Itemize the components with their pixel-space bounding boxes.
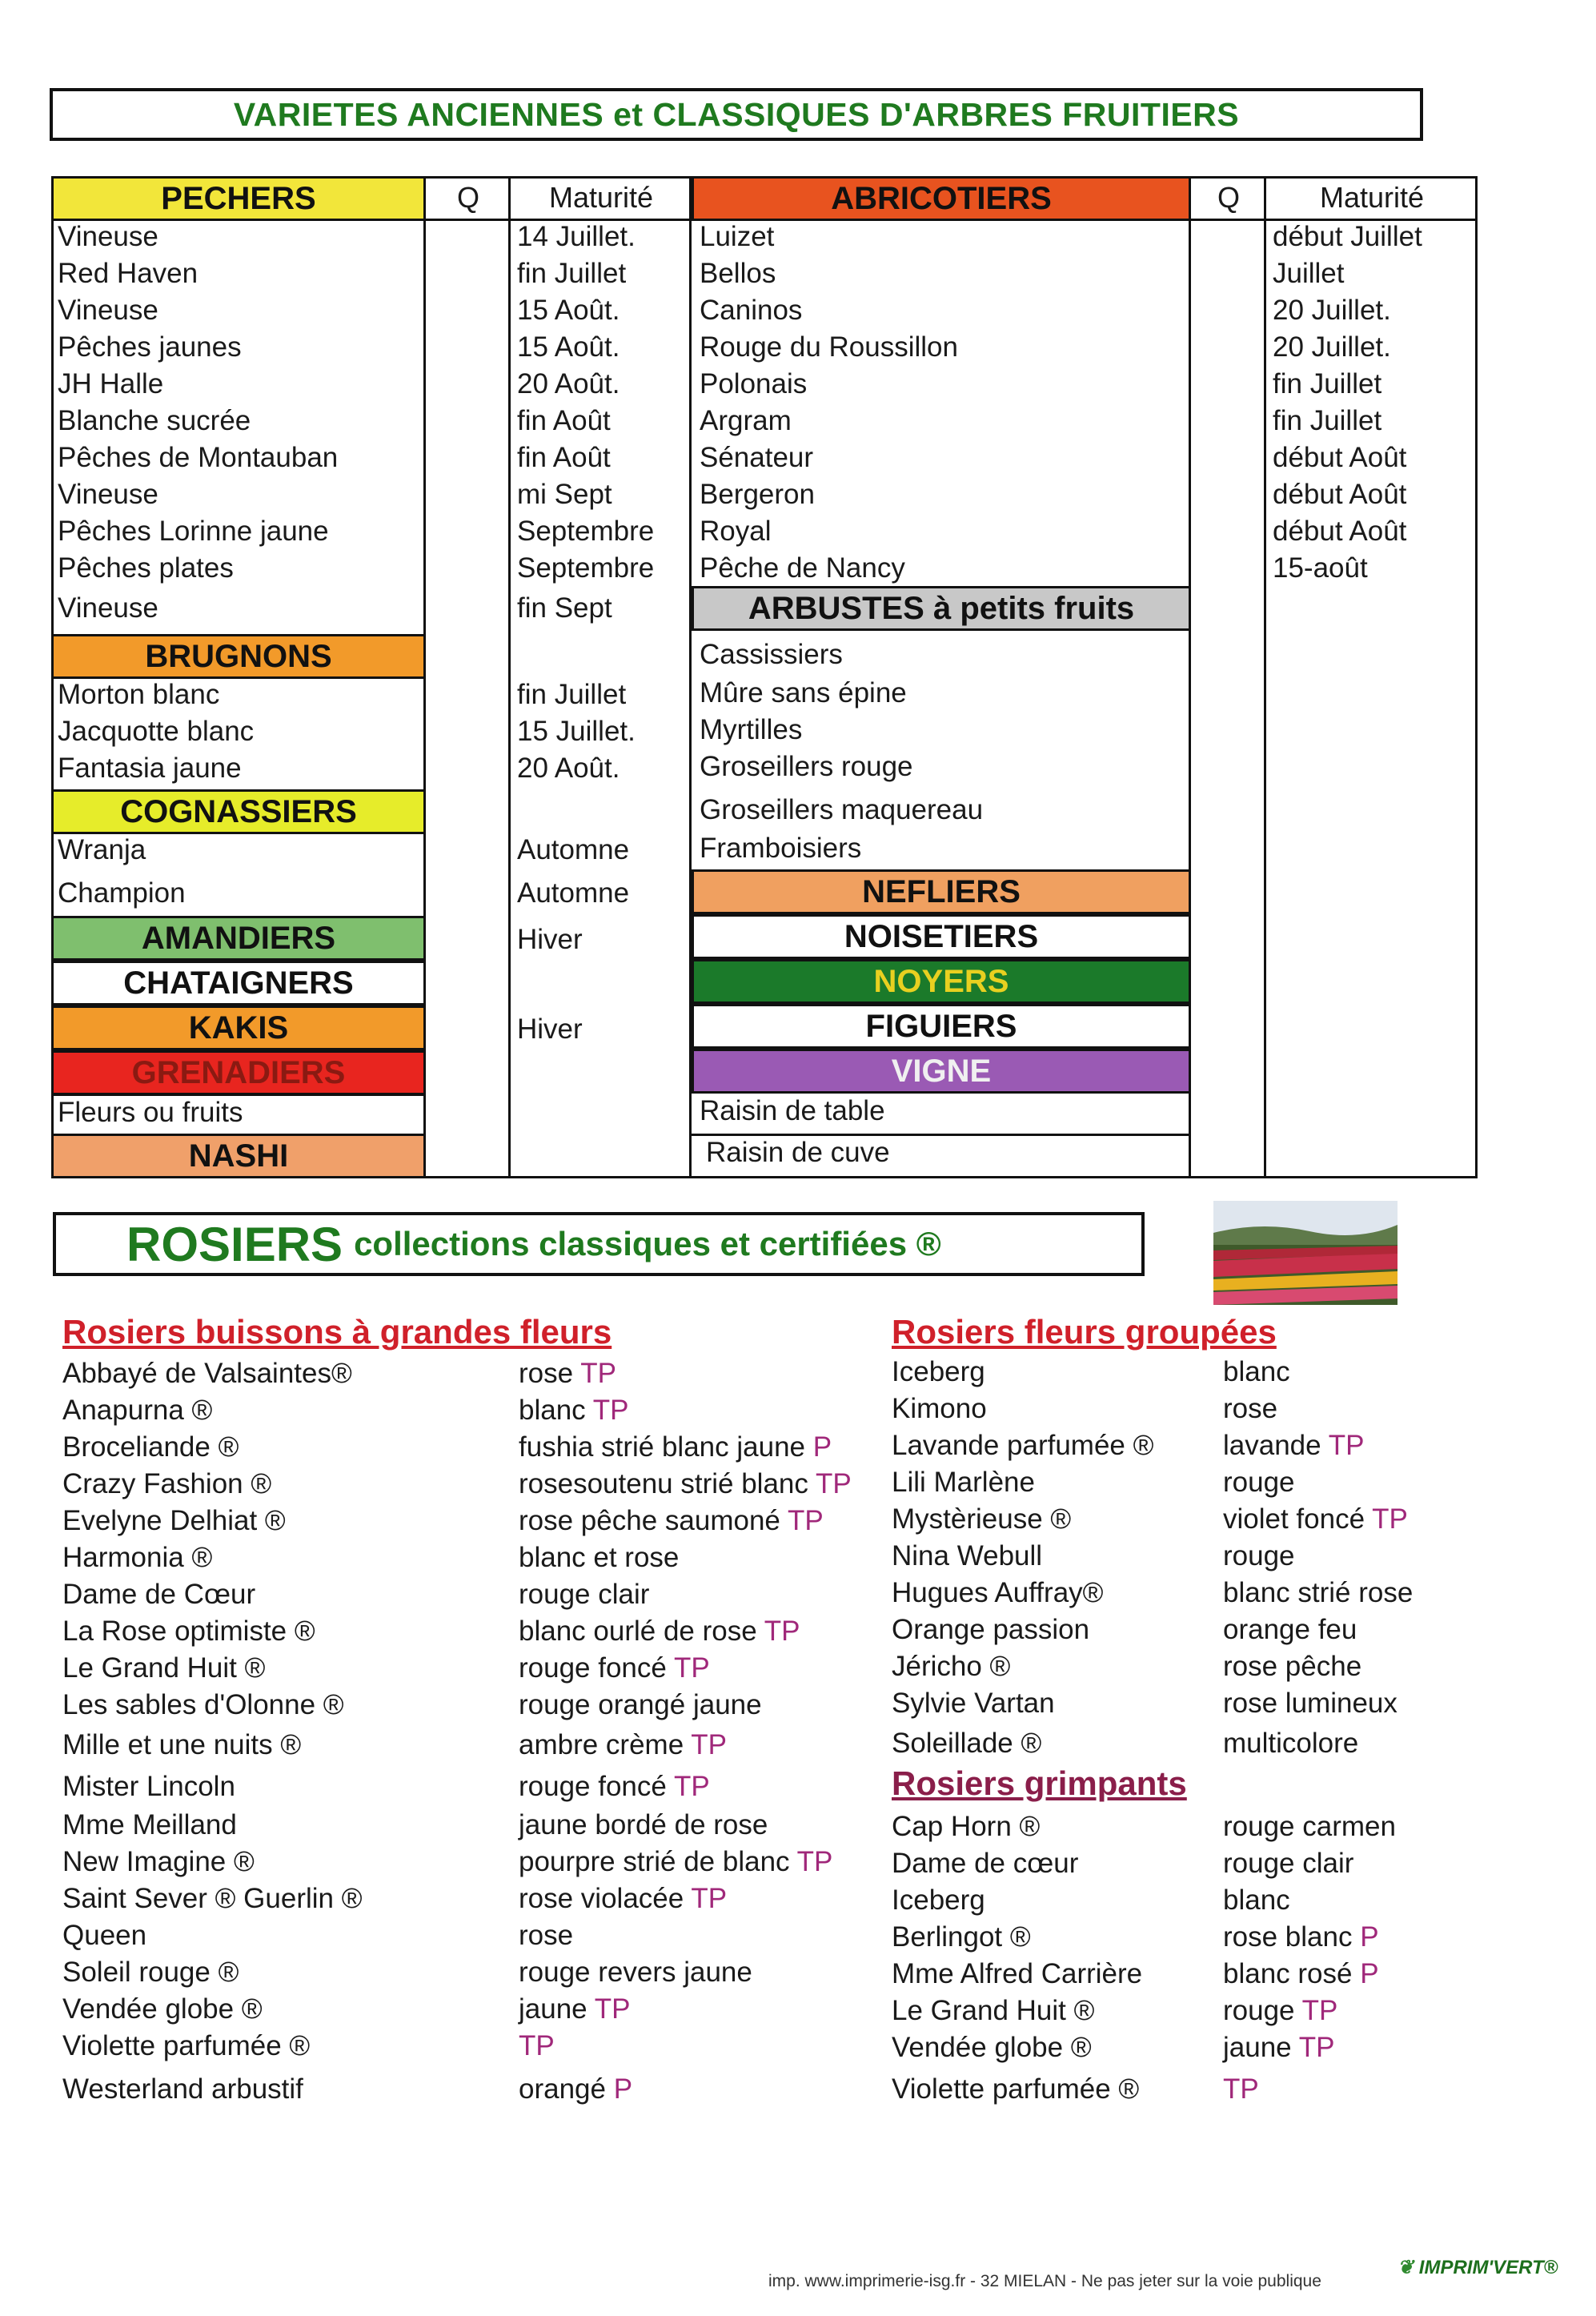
abricotier-maturite: fin Juillet bbox=[1273, 405, 1382, 436]
rosier-name: Evelyne Delhiat ® bbox=[62, 1505, 286, 1536]
rosier-code: TP bbox=[592, 1395, 629, 1426]
page-title: VARIETES ANCIENNES et CLASSIQUES D'ARBRES FRUITIERS bbox=[50, 88, 1423, 141]
rosier-color: multicolore bbox=[1223, 1728, 1359, 1759]
arbuste-name: Cassissiers bbox=[700, 639, 843, 670]
rosier-description bbox=[1223, 1811, 1396, 1843]
rosier-description bbox=[519, 1358, 616, 1390]
rosier-code: TP bbox=[1328, 1430, 1365, 1461]
rosier-description bbox=[1223, 1503, 1408, 1535]
abricotier-maturite: fin Juillet bbox=[1273, 368, 1382, 399]
rosier-description bbox=[519, 1616, 800, 1648]
chataigners-header: CHATAIGNERS bbox=[51, 961, 426, 1005]
rosier-name: Sylvie Vartan bbox=[892, 1688, 1055, 1719]
pecher-maturite: fin Août bbox=[517, 405, 611, 436]
abricotier-name: Sénateur bbox=[700, 442, 814, 473]
rosier-name: Saint Sever ® Guerlin ® bbox=[62, 1883, 363, 1914]
imprim-vert-logo: ❦ IMPRIM'VERT® bbox=[1398, 2257, 1558, 2278]
rosier-code: P bbox=[812, 1431, 832, 1463]
rosier-name: Mme Meilland bbox=[62, 1809, 237, 1840]
rosier-name: Mme Alfred Carrière bbox=[892, 1958, 1143, 1989]
brugnon-name: Jacquotte blanc bbox=[58, 716, 255, 747]
noyers-header: NOYERS bbox=[692, 959, 1191, 1004]
pecher-name: Vineuse bbox=[58, 295, 158, 326]
rosier-code: TP bbox=[594, 1993, 631, 2025]
rosier-color: rouge foncé bbox=[519, 1771, 674, 1802]
rosier-color: jaune bbox=[519, 1993, 595, 2025]
vigne-header: VIGNE bbox=[692, 1049, 1191, 1094]
rosier-name: Broceliande ® bbox=[62, 1431, 239, 1463]
rosier-color: jaune bbox=[1223, 2032, 1299, 2063]
rosier-name: Les sables d'Olonne ® bbox=[62, 1689, 344, 1720]
rosier-code: TP bbox=[519, 2030, 555, 2061]
rosier-name: Westerland arbustif bbox=[62, 2073, 303, 2105]
cognassier-name: Wranja bbox=[58, 834, 146, 865]
buissons-title: Rosiers buissons à grandes fleurs bbox=[62, 1313, 612, 1351]
grenadiers-header: GRENADIERS bbox=[51, 1050, 426, 1095]
nashi-header: NASHI bbox=[51, 1134, 426, 1178]
rosier-description bbox=[1223, 1921, 1379, 1953]
rosier-name: Mystèrieuse ® bbox=[892, 1503, 1072, 1535]
cognassier-maturite: Automne bbox=[517, 834, 630, 865]
rosier-description bbox=[519, 1883, 727, 1915]
pecher-maturite: 20 Août. bbox=[517, 368, 620, 399]
rosier-name: Harmonia ® bbox=[62, 1542, 213, 1573]
abricotier-name: Luizet bbox=[700, 221, 775, 252]
rose-field-photo bbox=[1213, 1201, 1398, 1305]
rosier-color: blanc rosé bbox=[1223, 1958, 1361, 1989]
rosier-name: Orange passion bbox=[892, 1614, 1090, 1645]
abricotier-name: Pêche de Nancy bbox=[700, 552, 905, 584]
rosier-code: TP bbox=[580, 1358, 616, 1389]
rosier-description bbox=[519, 1771, 710, 1803]
rosier-name: Berlingot ® bbox=[892, 1921, 1031, 1953]
rosier-color: orangé bbox=[519, 2073, 614, 2105]
abricotier-name: Bergeron bbox=[700, 479, 815, 510]
pecher-name: Pêches de Montauban bbox=[58, 442, 339, 473]
rosier-description bbox=[1223, 1467, 1295, 1499]
noisetiers-header: NOISETIERS bbox=[692, 914, 1191, 959]
figuiers-header: FIGUIERS bbox=[692, 1004, 1191, 1049]
pecher-maturite: 15 Août. bbox=[517, 331, 620, 363]
abricotier-maturite: début Août bbox=[1273, 442, 1407, 473]
rosier-color: blanc bbox=[1223, 1885, 1290, 1916]
rosier-code: TP bbox=[673, 1771, 710, 1802]
rosier-code: TP bbox=[691, 1883, 728, 1914]
rosier-color: blanc strié rose bbox=[1223, 1577, 1414, 1608]
rosier-code: TP bbox=[815, 1468, 852, 1499]
rosier-description bbox=[1223, 1393, 1277, 1425]
rosier-color: ambre crème bbox=[519, 1729, 692, 1760]
rosier-color: rouge bbox=[1223, 1540, 1295, 1571]
vigne-line bbox=[692, 1134, 1191, 1136]
arbuste-name: Mûre sans épine bbox=[700, 677, 907, 708]
pecher-name: Red Haven bbox=[58, 258, 198, 289]
rosier-color: rose bbox=[519, 1358, 581, 1389]
rosier-name: New Imagine ® bbox=[62, 1846, 255, 1877]
rosier-color: pourpre strié de blanc bbox=[519, 1846, 797, 1877]
brugnon-name: Fantasia jaune bbox=[58, 753, 242, 784]
rosier-name: Le Grand Huit ® bbox=[892, 1995, 1095, 2026]
brugnons-header: BRUGNONS bbox=[51, 634, 426, 679]
cognassier-maturite: Automne bbox=[517, 877, 630, 909]
rosier-name: Violette parfumée ® bbox=[62, 2030, 311, 2061]
rosier-description bbox=[1223, 1356, 1290, 1388]
rosier-description bbox=[1223, 1651, 1361, 1683]
rosier-code: TP bbox=[1298, 2032, 1335, 2063]
rosier-description bbox=[519, 1957, 752, 1989]
rosier-description bbox=[519, 1431, 832, 1463]
rosier-color: blanc et rose bbox=[519, 1542, 680, 1573]
pechers-header: PECHERS bbox=[51, 176, 426, 221]
abricotier-name: Caninos bbox=[700, 295, 803, 326]
rosier-color: lavande bbox=[1223, 1430, 1329, 1461]
abricotier-maturite: Juillet bbox=[1273, 258, 1345, 289]
rosier-color: violet foncé bbox=[1223, 1503, 1373, 1535]
rosier-name: Anapurna ® bbox=[62, 1395, 213, 1426]
rosier-color: blanc bbox=[1223, 1356, 1290, 1387]
rosier-description bbox=[1223, 1614, 1357, 1646]
rosier-name: Abbayé de Valsaintes® bbox=[62, 1358, 352, 1389]
rosier-name: Dame de cœur bbox=[892, 1848, 1079, 1879]
rosier-name: Soleillade ® bbox=[892, 1728, 1042, 1759]
rosier-name: Iceberg bbox=[892, 1885, 985, 1916]
rosier-name: La Rose optimiste ® bbox=[62, 1616, 315, 1647]
rosier-description bbox=[519, 1729, 727, 1761]
brugnon-maturite: 15 Juillet. bbox=[517, 716, 636, 747]
rosier-color: orange feu bbox=[1223, 1614, 1357, 1645]
rosier-description bbox=[519, 1468, 852, 1500]
nefliers-header: NEFLIERS bbox=[692, 869, 1191, 914]
rosier-color: rose violacée bbox=[519, 1883, 692, 1914]
pecher-name: Blanche sucrée bbox=[58, 405, 251, 436]
abricotier-name: Bellos bbox=[700, 258, 776, 289]
abricotiers-header: ABRICOTIERS bbox=[692, 176, 1191, 221]
pecher-maturite: 15 Août. bbox=[517, 295, 620, 326]
rosier-color: blanc bbox=[519, 1395, 593, 1426]
rosier-description bbox=[1223, 1577, 1413, 1609]
pecher-maturite: fin Août bbox=[517, 442, 611, 473]
rosier-color: rouge foncé bbox=[519, 1652, 674, 1684]
rosier-description bbox=[1223, 1728, 1358, 1760]
rosier-color: rose bbox=[1223, 1393, 1278, 1424]
rosier-name: Crazy Fashion ® bbox=[62, 1468, 272, 1499]
pecher-maturite: fin Sept bbox=[517, 592, 612, 624]
pecher-maturite: Septembre bbox=[517, 516, 655, 547]
rosier-code: TP bbox=[691, 1729, 727, 1760]
rosier-description bbox=[519, 1920, 573, 1952]
rosier-description bbox=[1223, 2073, 1259, 2105]
rosier-name: Queen bbox=[62, 1920, 147, 1951]
rosier-description bbox=[519, 1579, 649, 1611]
rosier-name: Lili Marlène bbox=[892, 1467, 1035, 1498]
maturite-header: Maturité bbox=[511, 176, 692, 221]
rosier-description bbox=[519, 1809, 768, 1841]
rosier-name: Iceberg bbox=[892, 1356, 985, 1387]
rosier-color: rouge carmen bbox=[1223, 1811, 1396, 1842]
rosier-color: fushia strié blanc jaune bbox=[519, 1431, 813, 1463]
rosier-code: TP bbox=[673, 1652, 710, 1684]
grenadier-line bbox=[51, 1094, 426, 1096]
rosier-name: Hugues Auffray® bbox=[892, 1577, 1104, 1608]
rosier-name: Violette parfumée ® bbox=[892, 2073, 1140, 2105]
rosier-color: rosesoutenu strié blanc bbox=[519, 1468, 816, 1499]
rosier-color: jaune bordé de rose bbox=[519, 1809, 768, 1840]
abricotier-maturite: 15-août bbox=[1273, 552, 1368, 584]
rosier-description bbox=[1223, 1430, 1364, 1462]
rosier-code: TP bbox=[787, 1505, 824, 1536]
pecher-name: Pêches Lorinne jaune bbox=[58, 516, 329, 547]
rosier-color: rouge orangé jaune bbox=[519, 1689, 762, 1720]
rosier-code: P bbox=[1360, 1958, 1379, 1989]
abricotier-maturite: 20 Juillet. bbox=[1273, 331, 1391, 363]
rosier-name: Nina Webull bbox=[892, 1540, 1043, 1571]
arbuste-name: Framboisiers bbox=[700, 833, 862, 864]
arbuste-name: Groseillers rouge bbox=[700, 751, 913, 782]
kakis-header: KAKIS bbox=[51, 1005, 426, 1050]
rosier-description bbox=[519, 2073, 632, 2105]
groupees-title: Rosiers fleurs groupées bbox=[892, 1313, 1277, 1351]
pecher-name: Vineuse bbox=[58, 221, 158, 252]
amandier-maturite: Hiver bbox=[517, 924, 583, 955]
rosier-description bbox=[1223, 2032, 1334, 2064]
cognassier-name: Champion bbox=[58, 877, 186, 909]
pecher-name: Pêches jaunes bbox=[58, 331, 242, 363]
rosier-description bbox=[519, 1395, 629, 1427]
rosier-code: P bbox=[1360, 1921, 1379, 1953]
rosier-color: rouge bbox=[1223, 1467, 1295, 1498]
grenadier-row: Fleurs ou fruits bbox=[58, 1097, 243, 1128]
abricotier-name: Argram bbox=[700, 405, 792, 436]
abricotier-name: Rouge du Roussillon bbox=[700, 331, 958, 363]
rosier-color: rose pêche saumoné bbox=[519, 1505, 788, 1536]
rosier-description bbox=[1223, 1885, 1290, 1917]
rosier-color: rose blanc bbox=[1223, 1921, 1361, 1953]
footer-text: imp. www.imprimerie-isg.fr - 32 MIELAN - Ne pas jeter sur la voie publique bbox=[768, 2272, 1321, 2290]
rosier-color: rose bbox=[519, 1920, 574, 1951]
pecher-maturite: mi Sept bbox=[517, 479, 612, 510]
arbuste-name: Myrtilles bbox=[700, 714, 803, 745]
rosier-description bbox=[519, 1689, 762, 1721]
rosier-code: TP bbox=[1223, 2073, 1259, 2105]
brugnon-maturite: fin Juillet bbox=[517, 679, 627, 710]
rosier-color: rouge clair bbox=[1223, 1848, 1354, 1879]
vigne-row: Raisin de cuve bbox=[706, 1137, 890, 1168]
pecher-name: JH Halle bbox=[58, 368, 164, 399]
amandiers-header: AMANDIERS bbox=[51, 916, 426, 961]
rosier-description bbox=[1223, 1958, 1379, 1990]
rosier-description bbox=[519, 1652, 710, 1684]
rosier-color: rose pêche bbox=[1223, 1651, 1362, 1682]
rosier-name: Vendée globe ® bbox=[62, 1993, 263, 2025]
rosier-description bbox=[519, 1846, 832, 1878]
rosier-color: blanc ourlé de rose bbox=[519, 1616, 764, 1647]
vigne-row: Raisin de table bbox=[700, 1095, 885, 1126]
rosier-description bbox=[1223, 1540, 1295, 1572]
pecher-name: Vineuse bbox=[58, 592, 158, 624]
rosier-description bbox=[519, 1993, 630, 2025]
rosier-code: TP bbox=[796, 1846, 833, 1877]
leaf-icon: ❦ bbox=[1398, 2257, 1414, 2278]
rosier-name: Kimono bbox=[892, 1393, 987, 1424]
abricotier-maturite: début Août bbox=[1273, 479, 1407, 510]
rosier-name: Cap Horn ® bbox=[892, 1811, 1041, 1842]
rosier-description bbox=[519, 1505, 824, 1537]
q-header: Q bbox=[426, 176, 511, 221]
brugnon-name: Morton blanc bbox=[58, 679, 220, 710]
grimpants-title: Rosiers grimpants bbox=[892, 1764, 1187, 1802]
rosier-color: rouge revers jaune bbox=[519, 1957, 752, 1988]
rosier-name: Vendée globe ® bbox=[892, 2032, 1092, 2063]
pecher-name: Pêches plates bbox=[58, 552, 234, 584]
fruit-table bbox=[51, 176, 1425, 1178]
pecher-maturite: Septembre bbox=[517, 552, 655, 584]
rosier-code: TP bbox=[764, 1616, 800, 1647]
rosier-code: P bbox=[613, 2073, 633, 2105]
abricotier-name: Royal bbox=[700, 516, 772, 547]
q-header-2: Q bbox=[1191, 176, 1266, 221]
pecher-maturite: fin Juillet bbox=[517, 258, 627, 289]
rosier-name: Mille et une nuits ® bbox=[62, 1729, 302, 1760]
rosier-description bbox=[519, 2030, 555, 2062]
abricotier-maturite: début Juillet bbox=[1273, 221, 1422, 252]
rosier-name: Soleil rouge ® bbox=[62, 1957, 239, 1988]
rosiers-heading: ROSIERS collections classiques et certifiées ® bbox=[53, 1212, 1145, 1276]
rosier-name: Dame de Cœur bbox=[62, 1579, 256, 1610]
brugnon-maturite: 20 Août. bbox=[517, 753, 620, 784]
rosier-name: Jéricho ® bbox=[892, 1651, 1011, 1682]
rosier-description bbox=[1223, 1688, 1398, 1720]
rosier-code: TP bbox=[1301, 1995, 1338, 2026]
rosier-code: TP bbox=[1372, 1503, 1408, 1535]
abricotier-name: Polonais bbox=[700, 368, 808, 399]
abricotier-maturite: 20 Juillet. bbox=[1273, 295, 1391, 326]
arbustes-header: ARBUSTES à petits fruits bbox=[692, 586, 1191, 631]
kaki-maturite: Hiver bbox=[517, 1014, 583, 1045]
rosier-name: Le Grand Huit ® bbox=[62, 1652, 266, 1684]
cognassiers-header: COGNASSIERS bbox=[51, 789, 426, 834]
rosier-color: rose lumineux bbox=[1223, 1688, 1398, 1719]
rosier-color: rouge bbox=[1223, 1995, 1302, 2026]
abricotier-maturite: début Août bbox=[1273, 516, 1407, 547]
rosier-description bbox=[1223, 1848, 1353, 1880]
rosier-description bbox=[1223, 1995, 1337, 2027]
maturite-header-2: Maturité bbox=[1266, 176, 1478, 221]
pecher-name: Vineuse bbox=[58, 479, 158, 510]
pecher-maturite: 14 Juillet. bbox=[517, 221, 636, 252]
rosier-name: Mister Lincoln bbox=[62, 1771, 235, 1802]
rosier-description bbox=[519, 1542, 679, 1574]
rosier-color: rouge clair bbox=[519, 1579, 650, 1610]
rosier-name: Lavande parfumée ® bbox=[892, 1430, 1154, 1461]
arbuste-name: Groseillers maquereau bbox=[700, 794, 984, 825]
